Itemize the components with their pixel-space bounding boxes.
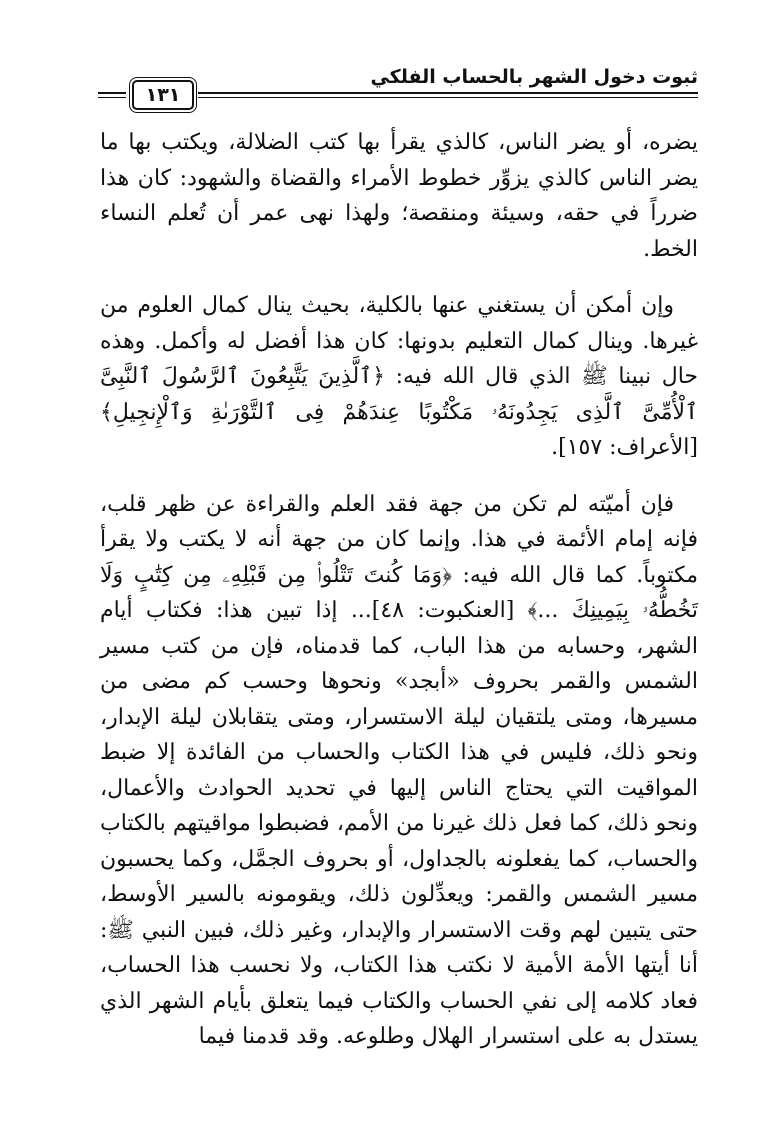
page-header [98,66,698,110]
paragraph-3: فإن أميّته لم تكن من جهة فقد العلم والقراءة عن ظهر قلب، فإنه إمام الأئمة في هذا. وإنما كان من جهة أنه لا يكتب ولا يقرأ مكتوباً. كما قال الله فيه: ﴿وَمَا كُنتَ تَتْلُوا۟ مِن قَبْلِهِۦ مِن كِتَٰبٍ وَلَا تَخُطُّهُۥ بِيَمِينِكَ ...﴾ [العنكبوت: ٤٨]... إذا تبين هذا: فكتاب أيام الشهر، وحسابه من هذا الباب، كما قدمناه، فإن من كتب مسير الشمس والقمر بحروف «أبجد» ونحوها وحسب كم مضى من مسيرها، ومتى يلتقيان ليلة الاستسرار، ومتى يتقابلان ليلة الإبدار، ونحو ذلك، فليس في هذا الكتاب والحساب من الفائدة إلا ضبط المواقيت التي يحتاج الناس إليها في تحديد الحوادث والأعمال، ونحو ذلك، كما فعل ذلك غيرنا من الأمم، فضبطوا مواقيتهم بالكتاب والحساب، كما يفعلونه بالجداول، أو بحروف الجمَّل، وكما يحسبون مسير الشمس والقمر: ويعدِّلون ذلك، ويقومونه بالسير الأوسط، حتى يتبين لهم وقت الاستسرار والإبدار، وغير ذلك، فبين النبي ﷺ: أنا أيتها الأمة الأمية لا نكتب هذا الكتاب، ولا نحسب هذا الحساب، فعاد كلامه إلى نفي الحساب والكتاب فيما يتعلق بأيام الشهر الذي يستدل به على استسرار الهلال وطلوعه. وقد قدمنا فيما [100,491,699,1049]
paragraph-2: وإن أمكن أن يستغني عنها بالكلية، بحيث ينال كمال العلوم من غيرها. وينال كمال التعليم بدونها: كان هذا أفضل له وأكمل. وهذه حال نبينا ﷺ الذي قال الله فيه: ﴿ٱلَّذِينَ يَتَّبِعُونَ ٱلرَّسُولَ ٱلنَّبِىَّ ٱلْأُمِّىَّ ٱلَّذِى يَجِدُونَهُۥ مَكْتُوبًا عِندَهُمْ فِى ٱلتَّوْرَىٰةِ وَٱلْإِنجِيلِ﴾ [الأعراف: ١٥٧]. [100,293,698,460]
header-rule-right [198,92,698,98]
running-title: ثبوت دخول الشهر بالحساب الفلكي [370,66,698,88]
body-text [100,125,698,1055]
page-number: ١٣١ [132,80,194,110]
header-rule-left [98,92,126,98]
paragraph-1: يضره، أو يضر الناس، كالذي يقرأ بها كتب الضلالة، ويكتب بها ما يضر الناس كالذي يزوِّر خطوط الأمراء والقضاة والشهود: كان هذا ضرراً في حقه، وسيئة ومنقصة؛ ولهذا نهى عمر أن تُعلم النساء الخط. [100,130,698,262]
